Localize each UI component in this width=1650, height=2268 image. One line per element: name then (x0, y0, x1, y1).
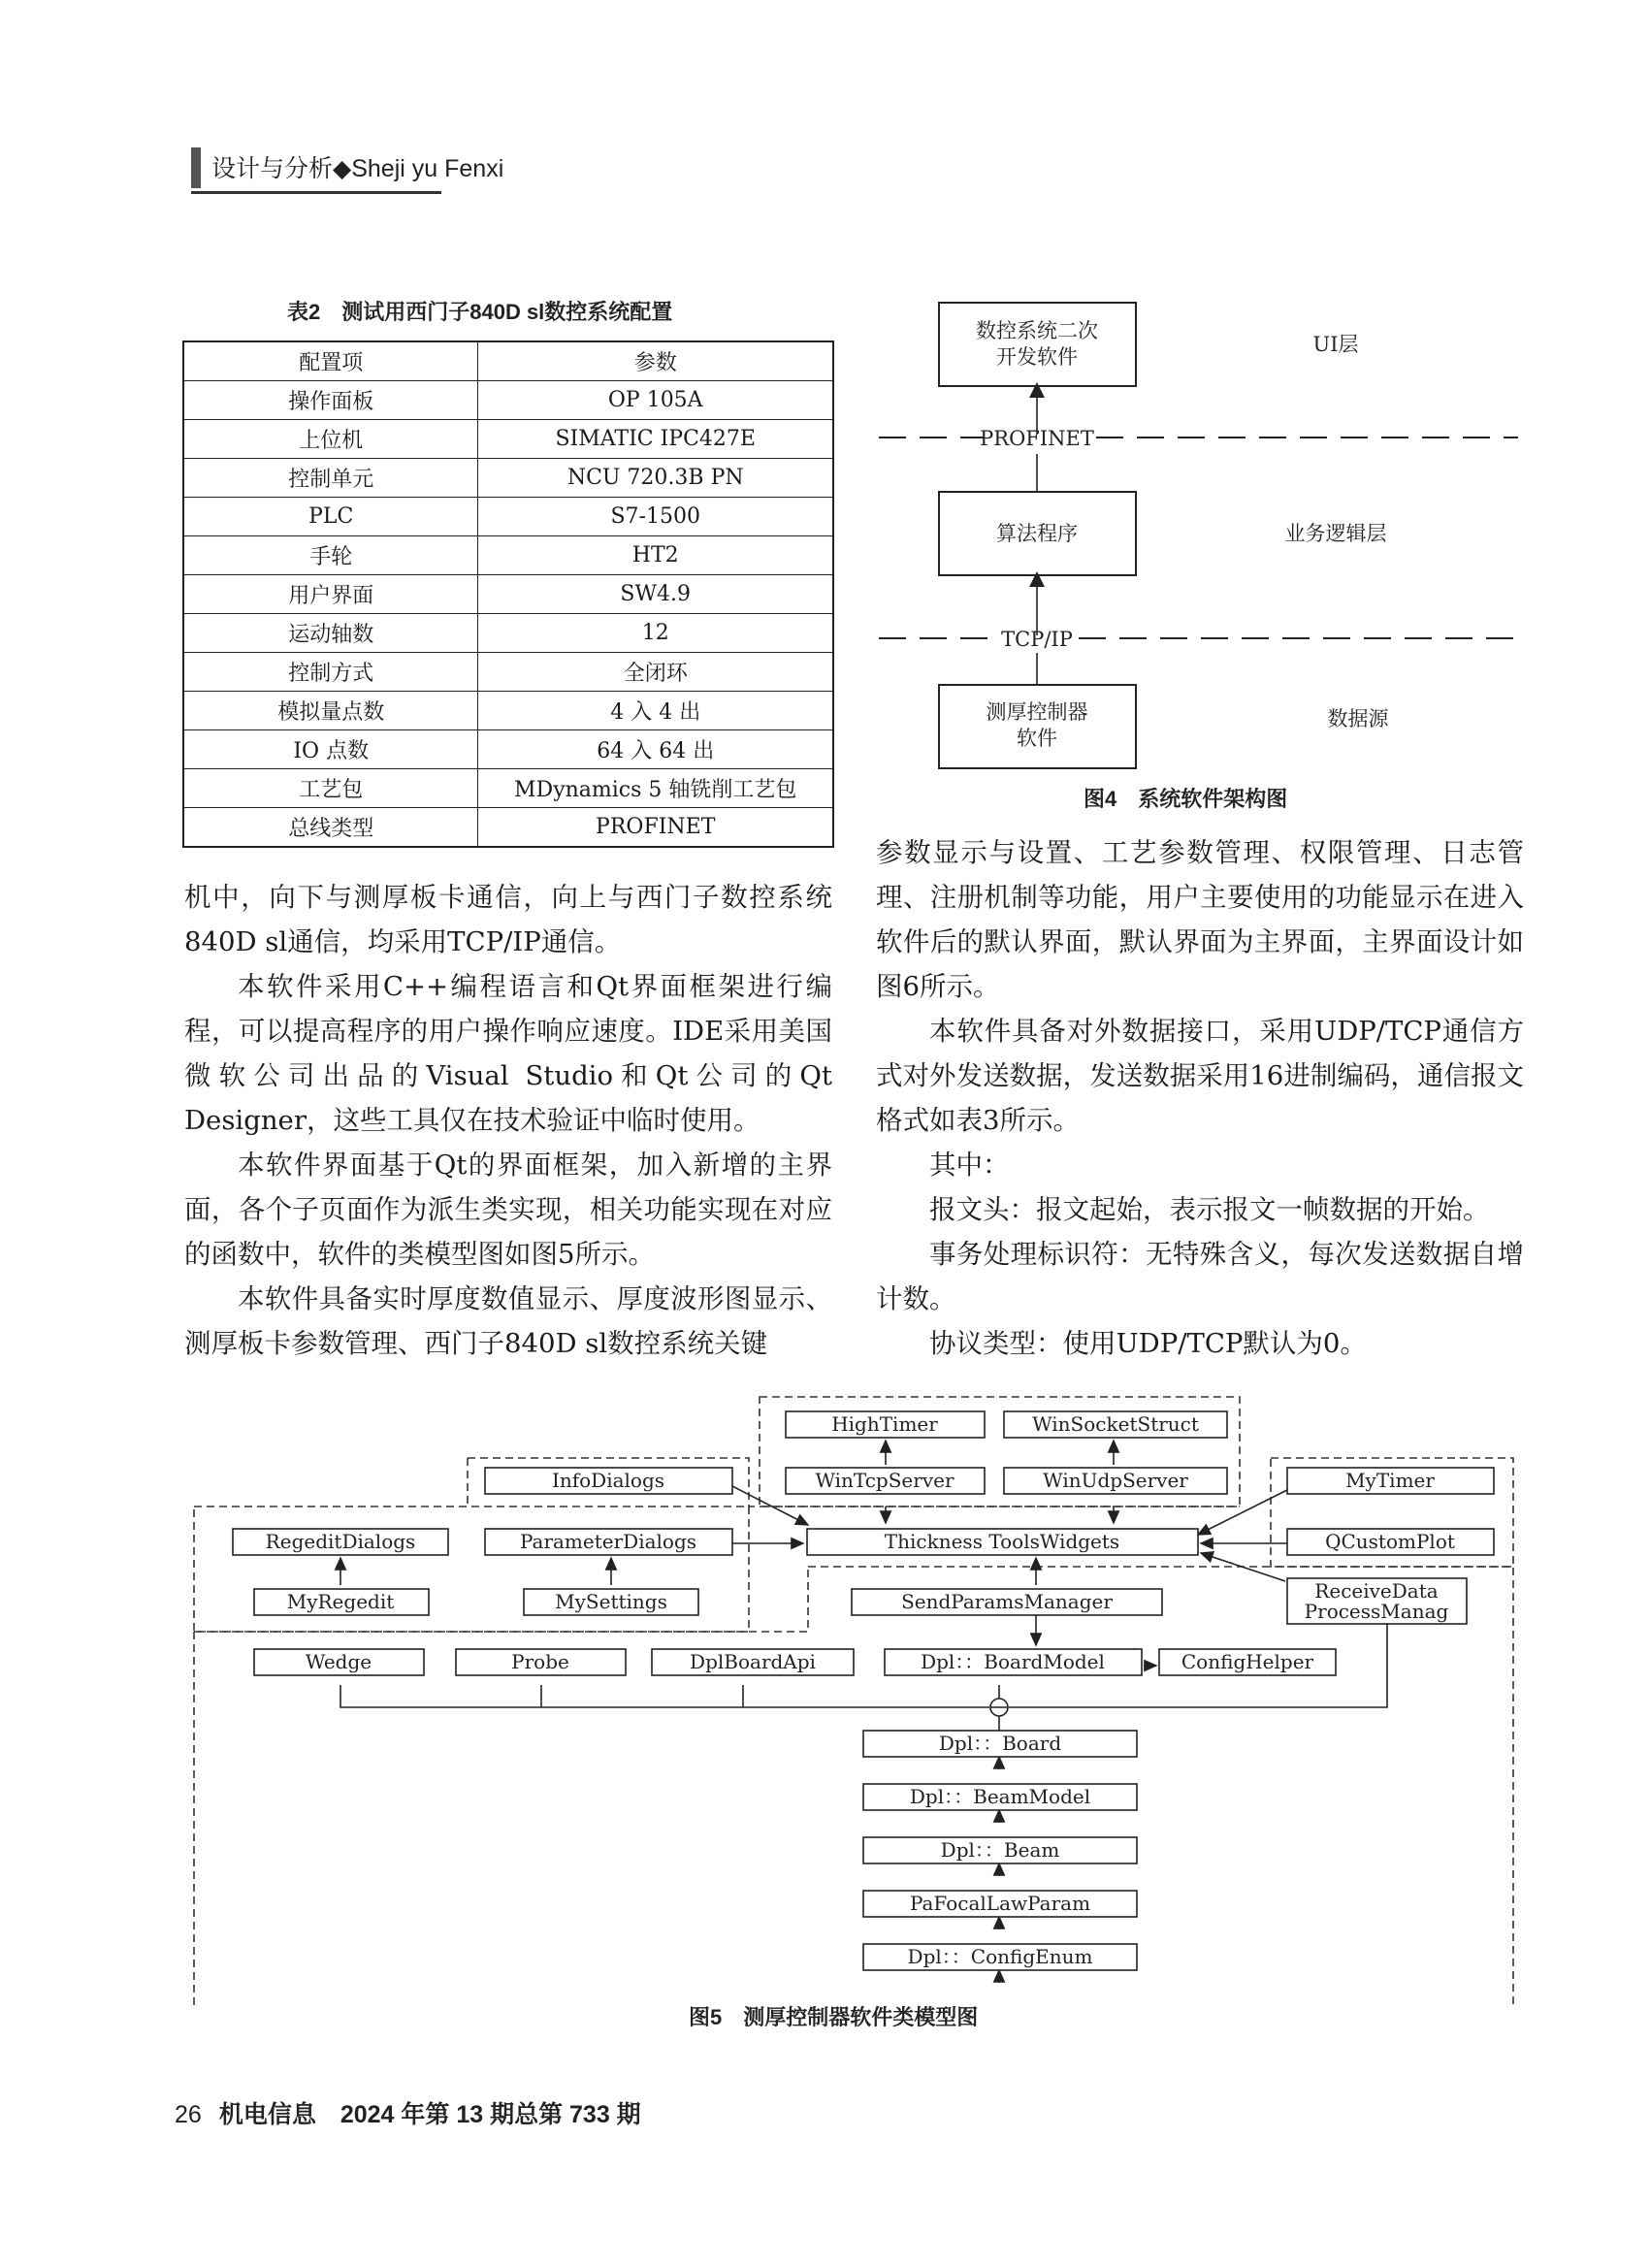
config-item-cell: 工艺包 (183, 769, 478, 808)
config-value-cell: HT2 (478, 536, 833, 575)
table-row (183, 653, 833, 692)
config-item-cell: 模拟量点数 (183, 692, 478, 730)
config-item-cell: 总线类型 (183, 808, 478, 848)
paragraph: 协议类型：使用UDP/TCP默认为0。 (929, 1328, 1367, 1359)
class-receive-data-line2: ProcessManag (1304, 1600, 1449, 1623)
paragraph: 本软件具备对外数据接口，采用UDP/TCP通信方式对外发送数据，发送数据采用16进制编码，通信报文格式如表3所示。 (876, 1016, 1524, 1136)
config-value-cell: PROFINET (478, 808, 833, 848)
section-header: 设计与分析◆Sheji yu Fenxi (211, 155, 504, 182)
paragraph: 参数显示与设置、工艺参数管理、权限管理、日志管理、注册机制等功能，用户主要使用的功能显示在进入软件后的默认界面，默认界面为主界面，主界面设计如图6所示。 (876, 837, 1524, 1002)
class-win-udp-server: WinUdpServer (1043, 1469, 1188, 1492)
table-row (183, 692, 833, 730)
config-table-body (183, 381, 833, 848)
fig4-ui-box (939, 303, 1136, 386)
table-row (183, 420, 833, 459)
class-parameter-dialogs: ParameterDialogs (519, 1530, 697, 1553)
class-win-tcp-server: WinTcpServer (815, 1469, 954, 1492)
figure4-caption: 图4 系统软件架构图 (1084, 787, 1288, 811)
config-item-cell: 控制单元 (183, 459, 478, 498)
class-dpl-board-api: DplBoardApi (690, 1650, 816, 1673)
paragraph: 本软件采用C++编程语言和Qt界面框架进行编程，可以提高程序的用户操作响应速度。IDE采用美国微软公司出品的Visual Studio和Qt公司的Qt Designer，这些工具仅在技术验证中临时使用。 (184, 971, 832, 1136)
table-row (183, 614, 833, 653)
config-item-cell: PLC (183, 498, 478, 536)
config-value-cell: SIMATIC IPC427E (478, 420, 833, 459)
config-value-cell: SW4.9 (478, 575, 833, 614)
class-receive-data-line1: ReceiveData (1314, 1579, 1439, 1603)
paragraph: 事务处理标识符：无特殊含义，每次发送数据自增计数。 (876, 1239, 1524, 1314)
figure5-caption: 图5 测厚控制器软件类模型图 (689, 2005, 979, 2029)
fig5-class-boxes (233, 1411, 1494, 1970)
table-row (183, 808, 833, 848)
class-my-settings: MySettings (555, 1590, 667, 1613)
config-value-cell: 12 (478, 614, 833, 653)
class-dpl-board: Dpl：：Board (938, 1732, 1062, 1755)
class-regedit-dialogs: RegeditDialogs (265, 1530, 416, 1553)
class-dpl-beam: Dpl：：Beam (940, 1838, 1060, 1862)
table-row (183, 575, 833, 614)
table-header-cell: 参数 (478, 341, 833, 381)
class-wedge: Wedge (305, 1650, 372, 1673)
config-value-cell: 全闭环 (478, 653, 833, 692)
header-rule (191, 191, 441, 194)
table-row (183, 459, 833, 498)
config-item-cell: 用户界面 (183, 575, 478, 614)
class-info-dialogs: InfoDialogs (551, 1469, 665, 1492)
table-header-row (183, 341, 833, 381)
table-row (183, 769, 833, 808)
table-row (183, 730, 833, 769)
config-item-cell: 控制方式 (183, 653, 478, 692)
fig4-biz-layer-label: 业务逻辑层 (1284, 522, 1387, 545)
table-header-cell: 配置项 (183, 341, 478, 381)
config-item-cell: IO 点数 (183, 730, 478, 769)
right-text-column (876, 830, 1524, 1366)
fig4-ui-box-line1: 数控系统二次 (976, 319, 1098, 342)
paragraph: 报文头：报文起始，表示报文一帧数据的开始。 (929, 1194, 1490, 1225)
class-send-params-manager: SendParamsManager (901, 1590, 1113, 1613)
config-item-cell: 手轮 (183, 536, 478, 575)
paragraph: 本软件界面基于Qt的界面框架，加入新增的主界面，各个子页面作为派生类实现，相关功能实现在对应的函数中，软件的类模型图如图5所示。 (184, 1150, 832, 1270)
config-value-cell: S7-1500 (478, 498, 833, 536)
class-dpl-board-model: Dpl：：BoardModel (921, 1650, 1105, 1673)
class-config-helper: ConfigHelper (1181, 1650, 1314, 1673)
config-value-cell: 4 入 4 出 (478, 692, 833, 730)
class-dpl-beam-model: Dpl：：BeamModel (909, 1785, 1091, 1808)
class-thickness-tools-widgets: Thickness ToolsWidgets (884, 1530, 1120, 1553)
config-value-cell: 64 入 64 出 (478, 730, 833, 769)
class-win-socket-struct: WinSocketStruct (1032, 1412, 1199, 1436)
paragraph: 其中： (929, 1150, 1010, 1181)
figure4-architecture-diagram (863, 291, 1542, 825)
fig4-ctrl-box-line2: 软件 (1017, 727, 1057, 750)
fig4-tcpip-label: TCP/IP (1001, 628, 1073, 651)
class-probe: Probe (511, 1650, 569, 1673)
config-table (182, 340, 834, 848)
page-number: 26 (175, 2101, 202, 2128)
figure5-class-diagram (0, 1377, 1650, 2008)
paragraph: 本软件具备实时厚度数值显示、厚度波形图显示、测厚板卡参数管理、西门子840D sl数控系统关键 (184, 1283, 832, 1359)
table-row (183, 498, 833, 536)
class-dpl-config-enum: Dpl：：ConfigEnum (907, 1945, 1093, 1968)
page-footer (175, 2095, 641, 2130)
table-row (183, 536, 833, 575)
config-value-cell: MDynamics 5 轴铣削工艺包 (478, 769, 833, 808)
config-value-cell: OP 105A (478, 381, 833, 420)
class-qcustomplot: QCustomPlot (1325, 1530, 1455, 1553)
paragraph: 机中，向下与测厚板卡通信，向上与西门子数控系统840D sl通信，均采用TCP/IP通信。 (184, 882, 832, 957)
fig4-ui-layer-label: UI层 (1312, 333, 1359, 356)
class-high-timer: HighTimer (831, 1412, 938, 1436)
fig4-algo-box-label: 算法程序 (996, 522, 1078, 545)
fig4-ctrl-box-line1: 测厚控制器 (986, 700, 1088, 724)
header-accent-bar (191, 147, 201, 188)
class-my-timer: MyTimer (1345, 1469, 1435, 1492)
config-item-cell: 运动轴数 (183, 614, 478, 653)
fig4-data-layer-label: 数据源 (1327, 707, 1389, 730)
journal-info: 机电信息 2024 年第 13 期总第 733 期 (218, 2101, 641, 2128)
fig4-profinet-label: PROFINET (980, 427, 1094, 450)
left-text-column (184, 875, 832, 1366)
table2-caption: 表2 测试用西门子840D sl数控系统配置 (287, 300, 673, 324)
config-item-cell: 上位机 (183, 420, 478, 459)
table-row (183, 381, 833, 420)
class-my-regedit: MyRegedit (286, 1590, 395, 1613)
fig4-ui-box-line2: 开发软件 (996, 345, 1078, 369)
config-value-cell: NCU 720.3B PN (478, 459, 833, 498)
class-pa-focal-law-param: PaFocalLawParam (909, 1892, 1091, 1915)
config-item-cell: 操作面板 (183, 381, 478, 420)
